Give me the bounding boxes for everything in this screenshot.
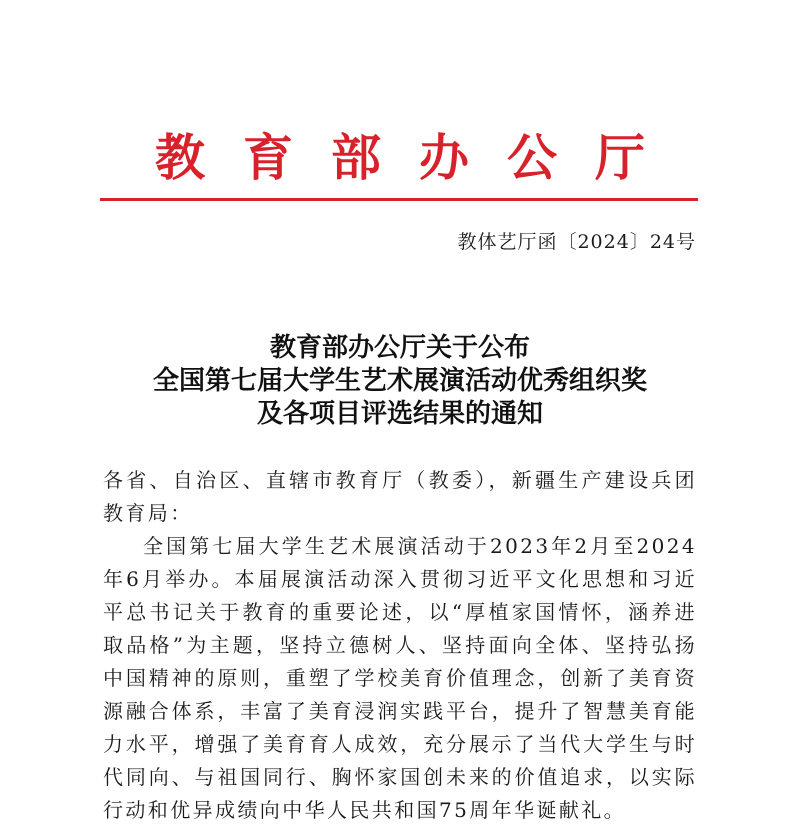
document-number: 教体艺厅函〔2024〕24号 <box>457 231 696 253</box>
title-line-2: 全国第七届大学生艺术展演活动优秀组织奖 <box>152 366 647 396</box>
title-line-3: 及各项目评选结果的通知 <box>256 399 543 429</box>
body-paragraph: 全国第七届大学生艺术展演活动于2023年2月至2024年6月举办。本届展演活动深入贯彻习近平文化思想和习近平总书记关于教育的重要论述，以“厚植家国情怀，涵养进取品格”为主题，坚持立德树人、坚持面向全体、坚持弘扬中国精神的原则，重塑了学校美育价值理念，创新了美育资源融合体系，丰富了美育浸润实践平台，提升了智慧美育能力水平，增强了美育育人成效，充分展示了当代大学生与时代同向、与祖国同行、胸怀家国创未来的价值追求，以实际行动和优异成绩向中华人民共和国75周年华诞献礼。 <box>103 534 697 822</box>
document-body <box>103 464 697 827</box>
organization-header: 教育部办公厅 <box>155 128 683 187</box>
salutation: 各省、自治区、直辖市教育厅（教委），新疆生产建设兵团教育局： <box>103 468 697 525</box>
document-title <box>0 332 800 431</box>
header-divider <box>100 198 698 201</box>
title-line-1: 教育部办公厅关于公布 <box>269 333 530 363</box>
